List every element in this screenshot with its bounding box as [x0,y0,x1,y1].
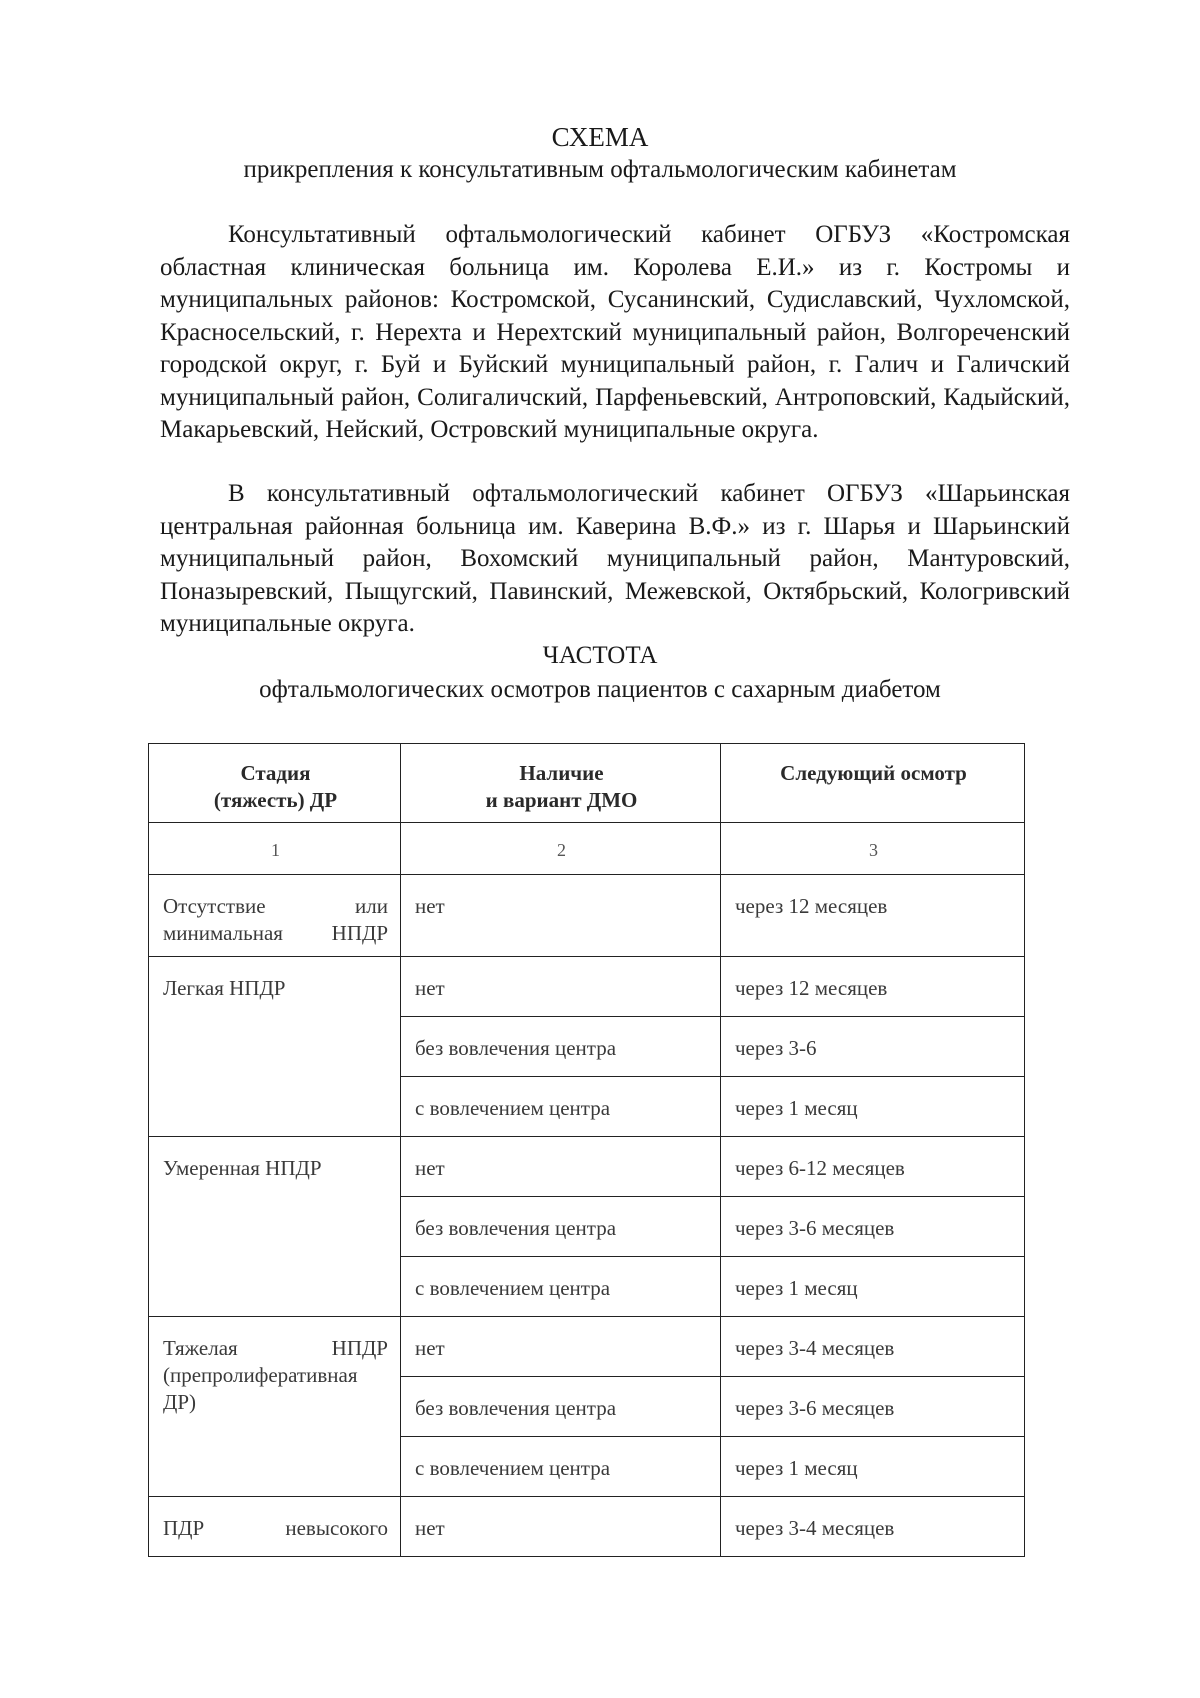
dmo-cell: без вовлечения центра [401,1377,721,1437]
next-exam-cell: через 6-12 месяцев [721,1137,1025,1197]
paragraph-sharya: В консультативный офтальмологический кабинет ОГБУЗ «Шарьинская центральная районная больница им. Каверина В.Ф.» из г. Шарья и Шарьинский муниципальный район, Вохомский муниципальный район, Мантуровский, Поназыревский, Пыщугский, Павинский, Межевской, Октябрьский, Кологривский муниципальные округа. [160,480,1070,637]
next-exam-cell: через 1 месяц [721,1257,1025,1317]
dmo-cell: нет [401,957,721,1017]
header-stage-line2: (тяжесть) ДР [213,788,338,812]
stage-cell: Отсутствие или минимальная НПДР [149,875,401,957]
dmo-cell: нет [401,875,721,957]
next-exam-cell: через 3-6 месяцев [721,1197,1025,1257]
dmo-cell: нет [401,1497,721,1557]
header-next-exam: Следующий осмотр [721,744,1025,823]
paragraph-kostroma: Консультативный офтальмологический кабинет ОГБУЗ «Костромская областная клиническая больница им. Королева Е.И.» из г. Костромы и муниципальных районов: Костромской, Сусанинский, Судиславский, Чухломской, Красносельский, г. Нерехта и Нерехтский муниципальный район, Волгореченский городской округ, г. Буй и Буйский муниципальный район, г. Галич и Галичский муниципальный район, Солигаличский, Парфеньевский, Антроповский, Кадыйский, Макарьевский, Нейский, Островский муниципальные округа. [160,221,1070,443]
table-header-row [149,744,1025,823]
header-stage [149,744,401,823]
table-row [149,1137,1025,1197]
header-stage-line1: Стадия [240,761,311,785]
next-exam-cell: через 3-6 месяцев [721,1377,1025,1437]
table-row [149,957,1025,1017]
column-numbers-row [149,823,1025,875]
next-exam-cell: через 3-4 месяцев [721,1497,1025,1557]
column-number: 1 [149,823,401,875]
scheme-title: СХЕМА [551,122,649,152]
column-number: 2 [401,823,721,875]
stage-cell: Легкая НПДР [149,957,401,1137]
next-exam-cell: через 1 месяц [721,1077,1025,1137]
header-dmo-line1: Наличие [519,761,604,785]
exam-frequency-table [148,743,1025,1557]
next-exam-cell: через 1 месяц [721,1437,1025,1497]
stage-cell: Умеренная НПДР [149,1137,401,1317]
next-exam-cell: через 12 месяцев [721,875,1025,957]
stage-cell: ПДР невысокого [149,1497,401,1557]
next-exam-cell: через 12 месяцев [721,957,1025,1017]
header-dmo-line2: и вариант ДМО [485,788,638,812]
next-exam-cell: через 3-6 [721,1017,1025,1077]
dmo-cell: без вовлечения центра [401,1017,721,1077]
next-exam-cell: через 3-4 месяцев [721,1317,1025,1377]
header-dmo [401,744,721,823]
table-row [149,875,1025,957]
frequency-subtitle: офтальмологических осмотров пациентов с сахарным диабетом [259,676,941,703]
dmo-cell: с вовлечением центра [401,1077,721,1137]
frequency-title: ЧАСТОТА [542,642,658,669]
dmo-cell: без вовлечения центра [401,1197,721,1257]
dmo-cell: с вовлечением центра [401,1437,721,1497]
column-number: 3 [721,823,1025,875]
dmo-cell: нет [401,1317,721,1377]
table-row [149,1317,1025,1377]
stage-cell: Тяжелая НПДР (препролиферативная ДР) [149,1317,401,1497]
dmo-cell: нет [401,1137,721,1197]
scheme-subtitle: прикрепления к консультативным офтальмологическим кабинетам [243,156,957,183]
dmo-cell: с вовлечением центра [401,1257,721,1317]
table-row [149,1497,1025,1557]
